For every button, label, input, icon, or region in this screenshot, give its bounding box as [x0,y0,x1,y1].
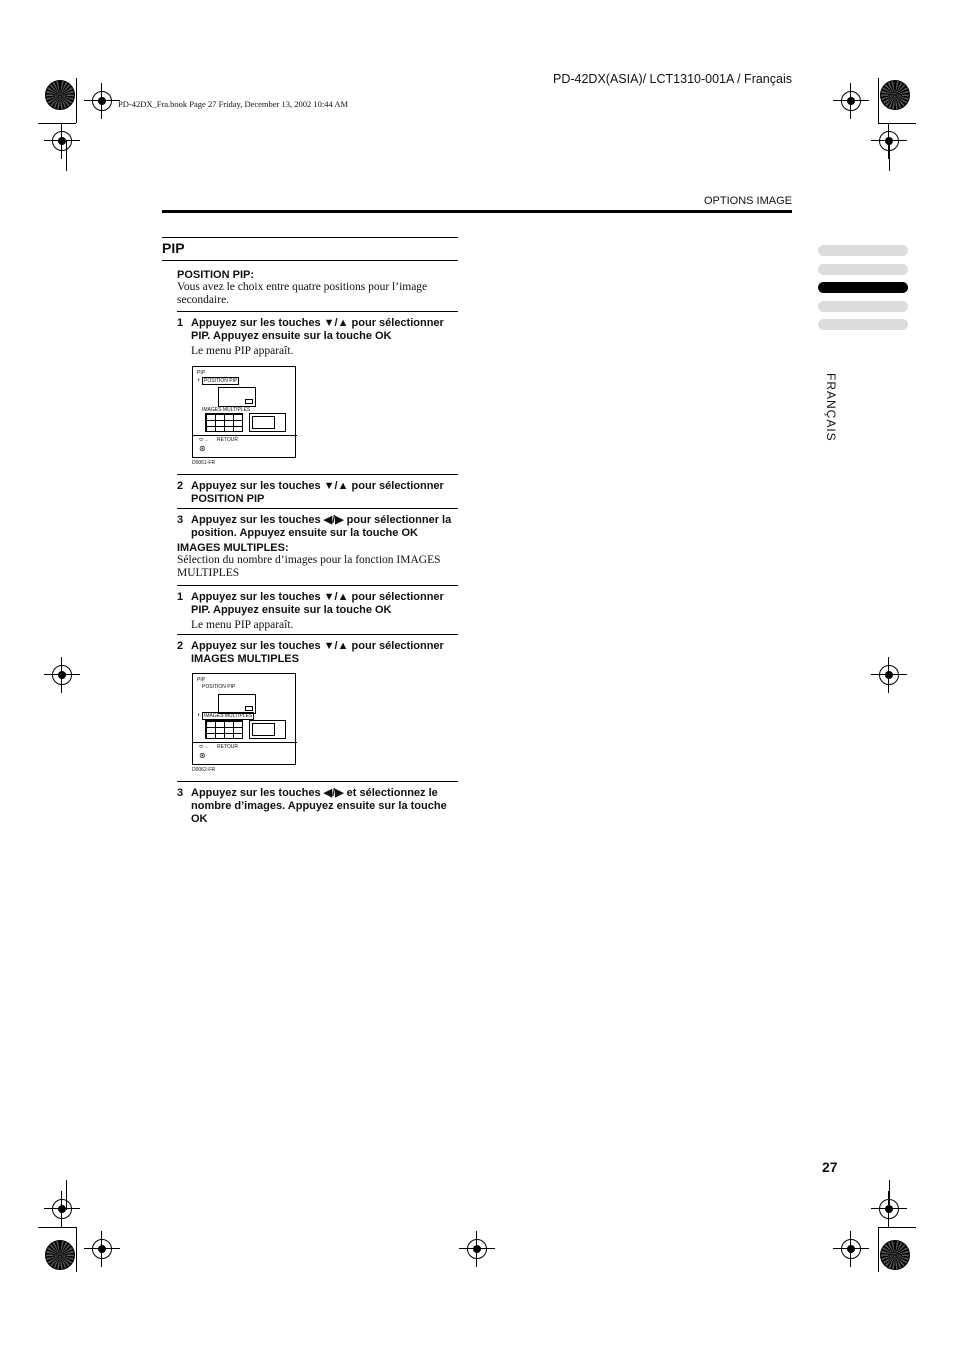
step-text: Appuyez sur les touches ▼/▲ pour sélectionner PIP. Appuyez ensuite sur la touche OK [191,317,444,342]
step-text: Appuyez sur les touches ▼/▲ pour sélectionner PIP. Appuyez ensuite sur la touche OK [191,591,444,616]
side-tab [818,245,908,256]
back-icon: ⬭ ← [199,744,210,750]
header-rule [162,210,792,213]
crosshair-icon [44,1191,80,1227]
doc-code: PD-42DX(ASIA)/ LCT1310-001A / Français [553,72,792,86]
registration-circle-icon [45,1240,75,1270]
crosshair-icon [459,1231,495,1267]
menu-retour-label: RETOUR [217,437,239,443]
cursor-icon: ◖ [197,377,201,383]
menu-caption: D0061-FR [192,460,216,466]
side-tab [818,264,908,275]
step-text: Appuyez sur les touches ▼/▲ pour sélectionner IMAGES MULTIPLES [191,640,444,665]
position-step-3 [177,508,458,540]
side-language-label: FRANÇAIS [824,373,838,442]
multi-preview [249,413,286,432]
menu-retour-label: RETOUR [217,744,239,750]
position-pip-heading: POSITION PIP: [177,269,255,281]
menu-caption: D0062-FR [192,767,216,773]
crosshair-icon [44,123,80,159]
step-number: 2 [177,480,184,492]
position-pip-section [177,269,458,307]
side-tab [818,301,908,312]
menu-multi-label: IMAGES MULTIPLES [202,407,251,413]
menu-title: PIP [197,370,206,376]
step-number: 3 [177,787,184,799]
registration-circle-icon [880,1240,910,1270]
pip-menu-screenshot [192,673,296,765]
pip-position-box [218,694,256,714]
pip-position-box [218,387,256,407]
crosshair-icon [44,657,80,693]
position-step-1 [177,311,458,358]
images-multiples-description: Sélection du nombre d’images pour la fonction IMAGES MULTIPLES [177,554,441,579]
multi-step-2 [177,634,458,666]
back-icon: ⬭ ← [199,437,210,443]
side-tab-active [818,282,908,293]
page-number: 27 [822,1159,838,1175]
step-number: 2 [177,640,184,652]
step-text: Appuyez sur les touches ▼/▲ pour sélectionner POSITION PIP [191,480,444,505]
remote-dpad-icon: ⊛ [199,751,206,760]
position-step-2 [177,474,458,506]
step-result: Le menu PIP apparaît. [191,619,294,631]
crosshair-icon [84,83,120,119]
crosshair-icon [84,1231,120,1267]
step-number: 1 [177,591,184,603]
step-text: Appuyez sur les touches ◀/▶ et sélectionnez le nombre d’images. Appuyez ensuite sur la touche OK [191,787,447,825]
crosshair-icon [833,1231,869,1267]
menu-position-label: POSITION PIP [204,378,238,384]
menu-position-label: POSITION PIP [202,684,236,690]
menu-title: PIP [197,677,206,683]
file-note: PD-42DX_Fra.book Page 27 Friday, December 13, 2002 10:44 AM [118,99,349,109]
position-pip-description: Vous avez le choix entre quatre positions pour l’image secondaire. [177,281,428,306]
registration-circle-icon [880,80,910,110]
crosshair-icon [833,83,869,119]
crosshair-icon [871,657,907,693]
step-text: Appuyez sur les touches ◀/▶ pour sélectionner la position. Appuyez ensuite sur la touche OK [191,514,452,539]
page-title: PIP [162,237,458,261]
cursor-icon: ◖ [197,712,201,718]
multi-step-1 [177,585,458,632]
section-label: OPTIONS IMAGE [703,195,792,207]
multi-grid [205,413,243,432]
multi-step-3 [177,781,458,826]
remote-dpad-icon: ⊛ [199,444,206,453]
side-tab [818,319,908,330]
step-number: 3 [177,514,184,526]
multi-preview [249,720,286,739]
menu-multi-label: IMAGES MULTIPLES [204,713,253,719]
images-multiples-heading: IMAGES MULTIPLES: [177,542,289,554]
images-multiples-section [177,542,458,580]
pip-menu-screenshot [192,366,296,458]
step-number: 1 [177,317,184,329]
registration-circle-icon [45,80,75,110]
multi-grid [205,720,243,739]
step-result: Le menu PIP apparaît. [191,345,294,357]
